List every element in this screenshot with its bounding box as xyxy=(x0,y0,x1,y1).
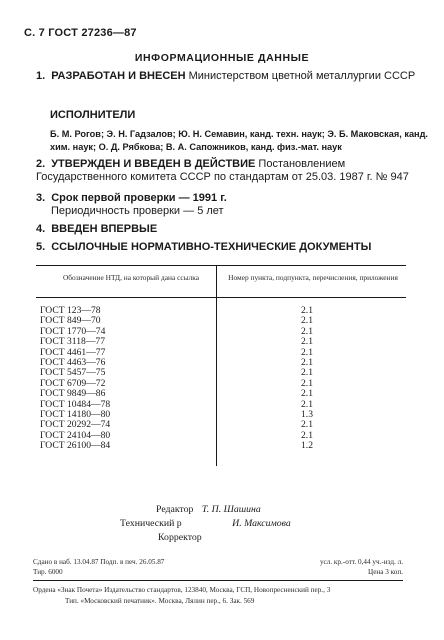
corrector-label: Корректор xyxy=(158,532,202,543)
table-cell-doc: ГОСТ 24104—80 xyxy=(40,429,111,441)
table-cell-ref: 2.1 xyxy=(301,377,313,389)
table-cell-doc: ГОСТ 849—70 xyxy=(40,315,101,327)
corrector-line xyxy=(150,531,400,545)
table-cell-ref: 2.1 xyxy=(301,398,313,410)
editor-label: Редактор xyxy=(156,504,194,515)
editor-name: Т. П. Шашина xyxy=(201,504,261,515)
table-top-rule xyxy=(36,265,406,266)
item-number: 1. xyxy=(36,70,46,82)
item-1 xyxy=(36,70,428,83)
item-text: Постановлением Государственного комитета СССР по стандартам от 25.03. 1987 г. № 947 xyxy=(36,158,409,183)
table-cell-doc: ГОСТ 26100—84 xyxy=(40,440,111,452)
table-cell-doc: ГОСТ 20292—74 xyxy=(40,419,111,431)
executors-title: ИСПОЛНИТЕЛИ xyxy=(50,109,136,121)
table-cell-ref: 2.1 xyxy=(301,305,313,316)
tech-editor-name: И. Максимова xyxy=(232,518,291,529)
item-3 xyxy=(36,192,428,205)
printer-line: Тип. «Московский печатник». Москва, Лялин пер., 6. Зак. 569 xyxy=(65,597,255,605)
table-header-ref: Номер пункта, подпункта, перечисления, приложения xyxy=(228,273,398,282)
item-number: 5. xyxy=(36,241,46,253)
page-title: ИНФОРМАЦИОННЫЕ ДАННЫЕ xyxy=(134,52,310,64)
table-ref-column xyxy=(262,306,352,452)
table-header-doc: Обозначение НТД, на который дана ссылка xyxy=(62,273,200,282)
table-cell-ref: 1.3 xyxy=(301,409,313,421)
table-cell-ref: 2.1 xyxy=(301,336,313,348)
item-number: 4. xyxy=(36,223,46,235)
table-cell-doc: ГОСТ 10484—78 xyxy=(40,398,111,410)
print-volume: усл. кр.-отт. 0,44 уч.-изд. л. xyxy=(319,558,403,566)
table-cell-ref: 2.1 xyxy=(301,357,313,369)
table-column-divider xyxy=(216,266,217,466)
tech-editor-label: Технический р xyxy=(120,518,182,529)
item-2 xyxy=(36,158,428,184)
table-cell-doc: ГОСТ 14180—80 xyxy=(40,409,111,421)
table-cell-doc: ГОСТ 9849—86 xyxy=(40,388,106,400)
table-cell-ref: 2.1 xyxy=(301,315,313,327)
table-cell-doc: ГОСТ 4463—76 xyxy=(40,357,106,369)
table-header-rule xyxy=(36,297,406,298)
executors-text: Б. М. Рогов; Э. Н. Гадзалов; Ю. Н. Семавин, канд. техн. наук; Э. Б. Маковская, канд. хим. наук; О. Д. Рябкова; В. А. Сапожников, канд. физ.-мат. наук xyxy=(50,129,428,152)
table-doc-column xyxy=(40,306,210,452)
print-run: Тир. 6000 xyxy=(33,568,63,576)
publisher-line: Ордена «Знак Почета» Издательство стандартов, 123840, Москва, ГСП, Новопресненский пер., 3 xyxy=(33,586,331,594)
page-reference: С. 7 ГОСТ 27236—87 xyxy=(24,27,137,39)
item-3-text: Периодичность проверки — 5 лет xyxy=(51,205,224,217)
table-cell-ref: 1.2 xyxy=(301,440,313,452)
publisher-info xyxy=(33,585,413,607)
item-number: 2. xyxy=(36,158,46,170)
table-cell-doc: ГОСТ 4461—77 xyxy=(40,346,106,358)
tech-editor-line xyxy=(120,517,400,531)
item-text: Министерством цветной металлургии СССР xyxy=(185,70,416,82)
table-cell-ref: 2.1 xyxy=(301,388,313,400)
table-cell-ref: 2.1 xyxy=(301,325,313,337)
item-lead: УТВЕРЖДЕН И ВВЕДЕН В ДЕЙСТВИЕ xyxy=(51,158,256,170)
item-lead: ССЫЛОЧНЫЕ НОРМАТИВНО-ТЕХНИЧЕСКИЕ ДОКУМЕНТЫ xyxy=(51,241,372,253)
price: Цена 3 коп. xyxy=(368,568,403,576)
print-info xyxy=(33,557,403,577)
print-dates: Сдано в наб. 13.04.87 Подп. в печ. 26.05.87 xyxy=(33,558,165,566)
table-cell-ref: 2.1 xyxy=(301,346,313,358)
item-5 xyxy=(36,241,428,254)
item-lead: ВВЕДЕН ВПЕРВЫЕ xyxy=(51,223,158,235)
table-cell-doc: ГОСТ 123—78 xyxy=(40,305,101,316)
table-cell-ref: 2.1 xyxy=(301,419,313,431)
editor-line xyxy=(150,503,400,517)
item-lead: РАЗРАБОТАН И ВНЕСЕН xyxy=(51,70,186,82)
table-cell-ref: 2.1 xyxy=(301,429,313,441)
item-lead: Срок первой проверки — 1991 г. xyxy=(51,192,227,204)
item-number: 3. xyxy=(36,192,46,204)
table-cell-doc: ГОСТ 5457—75 xyxy=(40,367,106,379)
table-cell-doc: ГОСТ 3118—77 xyxy=(40,336,106,348)
table-cell-doc: ГОСТ 1770—74 xyxy=(40,325,106,337)
item-4 xyxy=(36,223,428,236)
credits xyxy=(120,503,400,545)
table-cell-doc: ГОСТ 6709—72 xyxy=(40,377,106,389)
footer-rule xyxy=(33,580,403,581)
table-cell-ref: 2.1 xyxy=(301,367,313,379)
